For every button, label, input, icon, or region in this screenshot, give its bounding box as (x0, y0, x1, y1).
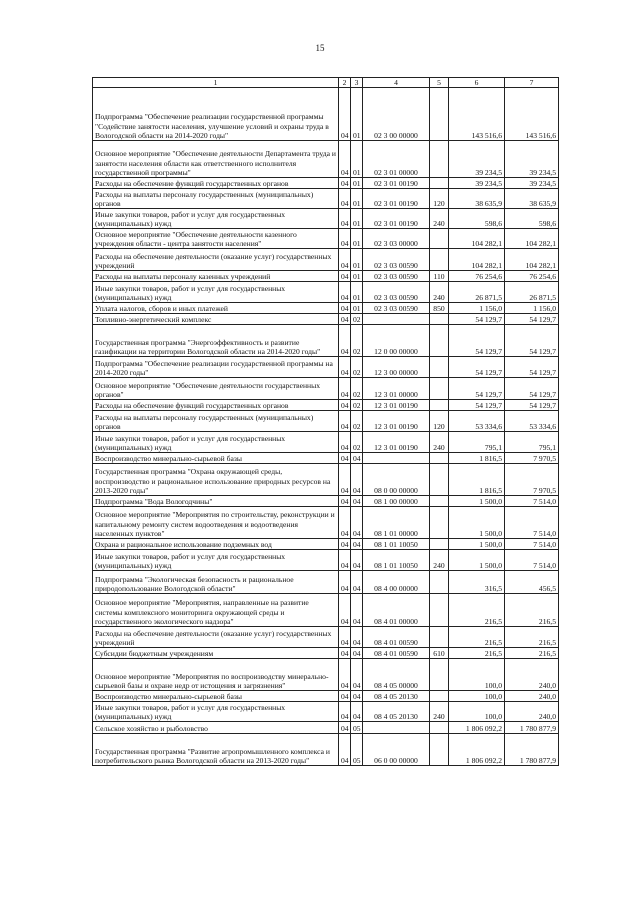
row-amount-2018: 39 234,5 (449, 141, 505, 178)
row-target-article: 02 3 03 00590 (363, 249, 430, 271)
row-amount-2018: 216,5 (449, 594, 505, 627)
row-description: Расходы на обеспечение функций государственных органов (93, 178, 339, 189)
row-subsection: 01 (351, 178, 363, 189)
table-row (93, 734, 559, 766)
table-row (93, 303, 559, 314)
row-amount-2018: 100,0 (449, 702, 505, 722)
row-amount-2018: 216,5 (449, 627, 505, 648)
row-expense-type (430, 571, 449, 594)
row-amount-2018: 53 334,6 (449, 411, 505, 432)
row-amount-2019: 456,5 (505, 571, 559, 594)
header-cell: 3 (351, 78, 363, 88)
row-expense-type (430, 691, 449, 702)
row-subsection: 05 (351, 722, 363, 734)
table-row (93, 648, 559, 659)
row-description: Подпрограмма "Экологическая безопасность и рациональное природопользование Вологодской области" (93, 571, 339, 594)
row-description: Иные закупки товаров, работ и услуг для государственных (муниципальных) нужд (93, 432, 339, 453)
row-subsection: 04 (351, 571, 363, 594)
row-description: Расходы на обеспечение деятельности (оказание услуг) государственных учреждений (93, 627, 339, 648)
row-amount-2019: 240,0 (505, 691, 559, 702)
row-amount-2018: 38 635,9 (449, 189, 505, 209)
table-row (93, 453, 559, 464)
row-amount-2019: 240,0 (505, 659, 559, 691)
row-expense-type: 120 (430, 189, 449, 209)
row-amount-2018: 1 806 092,2 (449, 734, 505, 766)
row-amount-2018: 54 129,7 (449, 378, 505, 400)
row-expense-type (430, 400, 449, 411)
row-target-article: 02 3 03 00590 (363, 282, 430, 303)
row-amount-2018: 104 282,1 (449, 229, 505, 249)
row-expense-type: 120 (430, 411, 449, 432)
table-row (93, 659, 559, 691)
table-row (93, 627, 559, 648)
row-description: Иные закупки товаров, работ и услуг для государственных (муниципальных) нужд (93, 282, 339, 303)
row-amount-2019: 26 871,5 (505, 282, 559, 303)
table-row (93, 400, 559, 411)
row-description: Государственная программа "Охрана окружающей среды, воспроизводство и рациональное использование природных ресурсов на 2013-2020 годы" (93, 464, 339, 496)
row-subsection: 01 (351, 271, 363, 282)
row-target-article: 06 0 00 00000 (363, 734, 430, 766)
table-header-row (93, 78, 559, 88)
table-row (93, 314, 559, 325)
row-amount-2018: 1 500,0 (449, 496, 505, 507)
row-expense-type: 240 (430, 702, 449, 722)
row-subsection: 04 (351, 453, 363, 464)
row-description: Государственная программа "Развитие агропромышленного комплекса и потребительского рынка Вологодской области на 2013-2020 годы" (93, 734, 339, 766)
row-section: 04 (339, 314, 351, 325)
row-target-article: 02 3 00 00000 (363, 88, 430, 141)
row-target-article (363, 314, 430, 325)
row-target-article: 08 4 05 20130 (363, 702, 430, 722)
row-amount-2019: 598,6 (505, 209, 559, 229)
row-target-article: 02 3 03 00590 (363, 303, 430, 314)
row-amount-2019: 54 129,7 (505, 357, 559, 378)
row-target-article: 08 4 01 00000 (363, 594, 430, 627)
row-expense-type (430, 539, 449, 550)
row-subsection: 01 (351, 303, 363, 314)
row-target-article: 02 3 01 00190 (363, 178, 430, 189)
row-amount-2018: 54 129,7 (449, 314, 505, 325)
row-target-article: 02 3 01 00190 (363, 189, 430, 209)
row-expense-type (430, 594, 449, 627)
row-expense-type (430, 734, 449, 766)
row-subsection: 04 (351, 627, 363, 648)
header-cell: 2 (339, 78, 351, 88)
table-row (93, 271, 559, 282)
row-target-article: 08 4 05 20130 (363, 691, 430, 702)
row-section: 04 (339, 464, 351, 496)
row-description: Расходы на обеспечение деятельности (оказание услуг) государственных учреждений (93, 249, 339, 271)
table-row (93, 539, 559, 550)
row-target-article: 08 4 00 00000 (363, 571, 430, 594)
row-subsection: 02 (351, 314, 363, 325)
row-section: 04 (339, 189, 351, 209)
row-section: 04 (339, 209, 351, 229)
table-row (93, 178, 559, 189)
row-amount-2018: 54 129,7 (449, 357, 505, 378)
row-expense-type (430, 378, 449, 400)
row-amount-2019: 795,1 (505, 432, 559, 453)
row-description: Воспроизводство минерально-сырьевой базы (93, 691, 339, 702)
row-description: Расходы на выплаты персоналу государственных (муниципальных) органов (93, 189, 339, 209)
row-amount-2019: 1 780 877,9 (505, 722, 559, 734)
row-section: 04 (339, 432, 351, 453)
row-target-article: 08 1 01 10050 (363, 550, 430, 571)
row-expense-type (430, 464, 449, 496)
row-amount-2019: 1 156,0 (505, 303, 559, 314)
row-amount-2018: 216,5 (449, 648, 505, 659)
row-subsection: 04 (351, 507, 363, 539)
row-amount-2018: 1 156,0 (449, 303, 505, 314)
row-subsection: 01 (351, 209, 363, 229)
row-description: Охрана и рациональное использование подземных вод (93, 539, 339, 550)
row-target-article: 12 3 01 00190 (363, 432, 430, 453)
row-target-article: 08 4 01 00590 (363, 648, 430, 659)
row-subsection: 02 (351, 325, 363, 357)
row-description: Основное мероприятие "Обеспечение деятельности Департамента труда и занятости населения области как ответственного исполнителя государственной программы" (93, 141, 339, 178)
row-subsection: 05 (351, 734, 363, 766)
table-row (93, 229, 559, 249)
header-cell: 7 (505, 78, 559, 88)
row-section: 04 (339, 507, 351, 539)
row-amount-2019: 54 129,7 (505, 400, 559, 411)
table-row (93, 722, 559, 734)
row-amount-2019: 7 970,5 (505, 464, 559, 496)
row-description: Государственная программа "Энергоэффективность и развитие газификации на территории Вологодской области на 2014-2020 годы" (93, 325, 339, 357)
row-amount-2018: 100,0 (449, 659, 505, 691)
row-amount-2019: 7 970,5 (505, 453, 559, 464)
row-description: Основное мероприятие "Обеспечение деятельности казенного учреждения области - центра занятости населения" (93, 229, 339, 249)
row-section: 04 (339, 722, 351, 734)
row-target-article: 12 3 01 00190 (363, 400, 430, 411)
row-section: 04 (339, 357, 351, 378)
row-expense-type (430, 496, 449, 507)
row-section: 04 (339, 411, 351, 432)
row-expense-type (430, 314, 449, 325)
budget-table (92, 77, 559, 766)
row-expense-type (430, 453, 449, 464)
row-section: 04 (339, 594, 351, 627)
row-section: 04 (339, 702, 351, 722)
row-amount-2019: 1 780 877,9 (505, 734, 559, 766)
row-amount-2018: 1 500,0 (449, 539, 505, 550)
table-row (93, 189, 559, 209)
row-description: Основное мероприятие "Мероприятия, направленные на развитие системы комплексного мониторинга окружающей среды и государственного экологического надзора" (93, 594, 339, 627)
header-cell: 6 (449, 78, 505, 88)
row-target-article: 08 1 01 00000 (363, 507, 430, 539)
row-target-article (363, 453, 430, 464)
header-cell: 4 (363, 78, 430, 88)
row-amount-2019: 54 129,7 (505, 325, 559, 357)
row-section: 04 (339, 648, 351, 659)
row-section: 04 (339, 378, 351, 400)
row-subsection: 01 (351, 229, 363, 249)
row-subsection: 04 (351, 702, 363, 722)
row-section: 04 (339, 550, 351, 571)
table-row (93, 550, 559, 571)
row-subsection: 04 (351, 648, 363, 659)
row-section: 04 (339, 400, 351, 411)
table-row (93, 357, 559, 378)
row-expense-type: 240 (430, 432, 449, 453)
row-amount-2018: 26 871,5 (449, 282, 505, 303)
row-subsection: 04 (351, 464, 363, 496)
table-row (93, 496, 559, 507)
row-description: Иные закупки товаров, работ и услуг для государственных (муниципальных) нужд (93, 702, 339, 722)
row-expense-type (430, 357, 449, 378)
row-section: 04 (339, 325, 351, 357)
row-amount-2019: 143 516,6 (505, 88, 559, 141)
row-section: 04 (339, 178, 351, 189)
row-amount-2019: 7 514,0 (505, 539, 559, 550)
row-amount-2019: 39 234,5 (505, 178, 559, 189)
row-section: 04 (339, 571, 351, 594)
table-row (93, 571, 559, 594)
row-section: 04 (339, 282, 351, 303)
row-section: 04 (339, 271, 351, 282)
table-row (93, 378, 559, 400)
row-amount-2019: 216,5 (505, 648, 559, 659)
row-subsection: 02 (351, 378, 363, 400)
row-description: Основное мероприятие "Обеспечение деятельности государственных органов" (93, 378, 339, 400)
row-target-article: 02 3 01 00190 (363, 209, 430, 229)
table-row (93, 282, 559, 303)
row-target-article: 08 4 05 00000 (363, 659, 430, 691)
row-description: Иные закупки товаров, работ и услуг для государственных (муниципальных) нужд (93, 209, 339, 229)
row-amount-2018: 1 500,0 (449, 550, 505, 571)
row-amount-2018: 1 806 092,2 (449, 722, 505, 734)
row-amount-2018: 598,6 (449, 209, 505, 229)
row-target-article: 08 1 00 00000 (363, 496, 430, 507)
row-amount-2018: 1 816,5 (449, 464, 505, 496)
row-amount-2019: 39 234,5 (505, 141, 559, 178)
row-description: Расходы на выплаты персоналу государственных (муниципальных) органов (93, 411, 339, 432)
row-description: Расходы на обеспечение функций государственных органов (93, 400, 339, 411)
row-amount-2019: 216,5 (505, 627, 559, 648)
row-expense-type (430, 325, 449, 357)
row-subsection: 04 (351, 659, 363, 691)
row-expense-type: 240 (430, 209, 449, 229)
row-section: 04 (339, 229, 351, 249)
row-target-article: 08 4 01 00590 (363, 627, 430, 648)
row-description: Уплата налогов, сборов и иных платежей (93, 303, 339, 314)
row-amount-2019: 7 514,0 (505, 507, 559, 539)
row-expense-type (430, 722, 449, 734)
row-expense-type: 850 (430, 303, 449, 314)
row-section: 04 (339, 88, 351, 141)
row-expense-type (430, 249, 449, 271)
row-amount-2019: 104 282,1 (505, 229, 559, 249)
row-description: Сельское хозяйство и рыболовство (93, 722, 339, 734)
row-description: Основное мероприятие "Мероприятия по строительству, реконструкции и капитальному ремонту систем водоотведения и водоотведения населенных пунктов" (93, 507, 339, 539)
row-section: 04 (339, 734, 351, 766)
row-section: 04 (339, 453, 351, 464)
row-amount-2019: 76 254,6 (505, 271, 559, 282)
row-description: Расходы на выплаты персоналу казенных учреждений (93, 271, 339, 282)
row-subsection: 02 (351, 357, 363, 378)
row-target-article: 08 1 01 10050 (363, 539, 430, 550)
row-expense-type (430, 88, 449, 141)
table-row (93, 249, 559, 271)
row-amount-2019: 7 514,0 (505, 550, 559, 571)
row-amount-2018: 143 516,6 (449, 88, 505, 141)
row-target-article: 08 0 00 00000 (363, 464, 430, 496)
row-description: Воспроизводство минерально-сырьевой базы (93, 453, 339, 464)
row-description: Иные закупки товаров, работ и услуг для государственных (муниципальных) нужд (93, 550, 339, 571)
row-expense-type (430, 627, 449, 648)
row-amount-2018: 104 282,1 (449, 249, 505, 271)
row-target-article: 02 3 01 00000 (363, 141, 430, 178)
row-amount-2019: 54 129,7 (505, 378, 559, 400)
row-section: 04 (339, 303, 351, 314)
row-subsection: 02 (351, 400, 363, 411)
row-expense-type: 110 (430, 271, 449, 282)
row-target-article: 12 3 01 00190 (363, 411, 430, 432)
table-row (93, 507, 559, 539)
table-row (93, 325, 559, 357)
row-subsection: 04 (351, 691, 363, 702)
row-expense-type: 610 (430, 648, 449, 659)
row-amount-2018: 54 129,7 (449, 400, 505, 411)
row-amount-2019: 240,0 (505, 702, 559, 722)
row-amount-2018: 100,0 (449, 691, 505, 702)
row-target-article: 02 3 03 00590 (363, 271, 430, 282)
row-amount-2019: 216,5 (505, 594, 559, 627)
table-row (93, 411, 559, 432)
row-subsection: 02 (351, 432, 363, 453)
row-amount-2019: 7 514,0 (505, 496, 559, 507)
row-amount-2018: 795,1 (449, 432, 505, 453)
row-description: Топливно-энергетический комплекс (93, 314, 339, 325)
row-amount-2018: 1 500,0 (449, 507, 505, 539)
row-expense-type: 240 (430, 550, 449, 571)
row-section: 04 (339, 691, 351, 702)
row-description: Подпрограмма "Обеспечение реализации государственной программы "Содействие занятости населения, улучшение условий и охраны труда в Вологодской области на 2014-2020 годы" (93, 88, 339, 141)
table-row (93, 88, 559, 141)
row-section: 04 (339, 249, 351, 271)
page-number: 15 (315, 43, 325, 53)
row-amount-2019: 54 129,7 (505, 314, 559, 325)
row-amount-2018: 1 816,5 (449, 453, 505, 464)
row-amount-2019: 53 334,6 (505, 411, 559, 432)
row-subsection: 01 (351, 141, 363, 178)
row-target-article: 12 0 00 00000 (363, 325, 430, 357)
row-amount-2019: 104 282,1 (505, 249, 559, 271)
row-expense-type (430, 229, 449, 249)
row-subsection: 01 (351, 249, 363, 271)
row-subsection: 04 (351, 496, 363, 507)
header-cell: 1 (93, 78, 339, 88)
row-target-article: 12 3 00 00000 (363, 357, 430, 378)
row-expense-type (430, 141, 449, 178)
row-subsection: 02 (351, 411, 363, 432)
row-amount-2018: 39 234,5 (449, 178, 505, 189)
row-section: 04 (339, 659, 351, 691)
table-row (93, 209, 559, 229)
table-row (93, 141, 559, 178)
row-subsection: 01 (351, 282, 363, 303)
row-subsection: 04 (351, 550, 363, 571)
row-amount-2019: 38 635,9 (505, 189, 559, 209)
header-cell: 5 (430, 78, 449, 88)
row-expense-type: 240 (430, 282, 449, 303)
table-row (93, 594, 559, 627)
row-description: Подпрограмма "Вода Вологодчины" (93, 496, 339, 507)
row-target-article: 12 3 01 00000 (363, 378, 430, 400)
row-target-article (363, 722, 430, 734)
row-description: Субсидии бюджетным учреждениям (93, 648, 339, 659)
row-amount-2018: 316,5 (449, 571, 505, 594)
row-target-article: 02 3 03 00000 (363, 229, 430, 249)
row-expense-type (430, 178, 449, 189)
row-section: 04 (339, 627, 351, 648)
row-subsection: 01 (351, 189, 363, 209)
row-amount-2018: 54 129,7 (449, 325, 505, 357)
row-amount-2018: 76 254,6 (449, 271, 505, 282)
table-row (93, 702, 559, 722)
row-subsection: 01 (351, 88, 363, 141)
row-section: 04 (339, 539, 351, 550)
row-section: 04 (339, 141, 351, 178)
table-row (93, 691, 559, 702)
table-row (93, 432, 559, 453)
row-description: Основное мероприятие "Мероприятия по воспроизводству минерально-сырьевой базы и охране недр от истощения и загрязнения" (93, 659, 339, 691)
row-expense-type (430, 507, 449, 539)
row-description: Подпрограмма "Обеспечение реализации государственной программы на 2014-2020 годы" (93, 357, 339, 378)
row-subsection: 04 (351, 594, 363, 627)
row-section: 04 (339, 496, 351, 507)
row-subsection: 04 (351, 539, 363, 550)
row-expense-type (430, 659, 449, 691)
table-row (93, 464, 559, 496)
